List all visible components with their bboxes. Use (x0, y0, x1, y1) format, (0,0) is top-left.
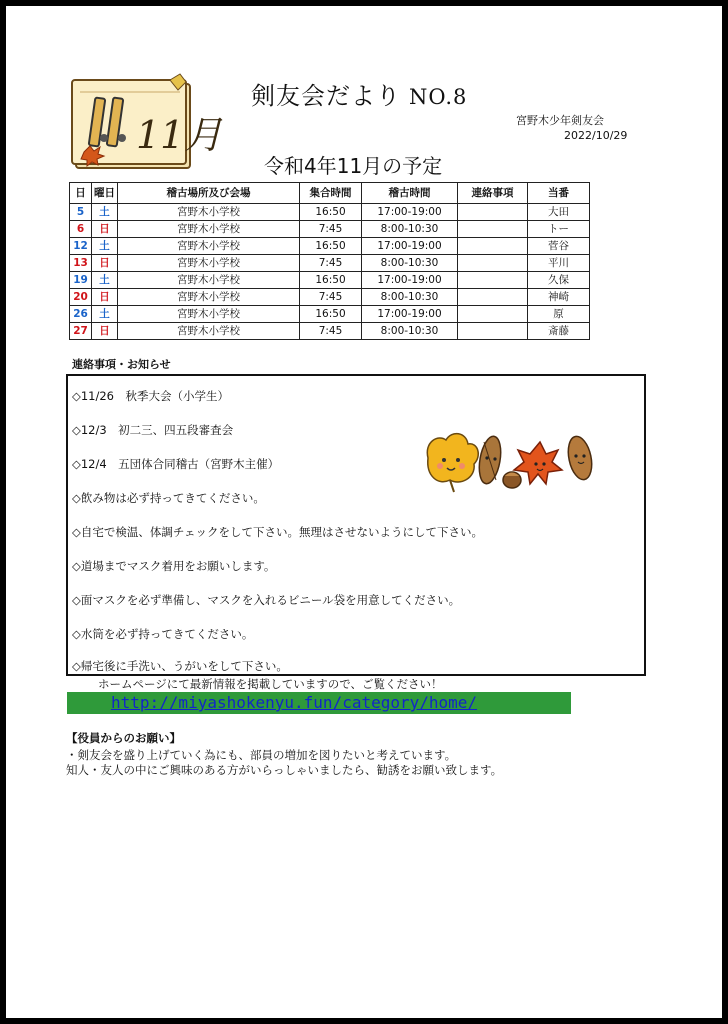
request-line-2: 知人・友人の中にご興味のある方がいらっしゃいましたら、勧誘をお願い致します。 (66, 763, 503, 777)
notes-cell (458, 323, 528, 340)
practice-time-cell: 17:00-19:00 (362, 272, 458, 289)
homepage-url-bar (67, 692, 571, 714)
schedule-row (70, 289, 590, 306)
place-cell: 宮野木小学校 (118, 323, 300, 340)
duty-cell: 平川 (528, 255, 590, 272)
practice-time-cell: 17:00-19:00 (362, 238, 458, 255)
gather-time-cell: 7:45 (300, 255, 362, 272)
duty-cell: トー (528, 221, 590, 238)
header-gather-time: 集合時間 (300, 183, 362, 204)
gather-time-cell: 7:45 (300, 221, 362, 238)
day-cell: 13 (70, 255, 92, 272)
notes-cell (458, 272, 528, 289)
header-weekday: 曜日 (92, 183, 118, 204)
weekday-cell: 日 (92, 289, 118, 306)
weekday-cell: 日 (92, 221, 118, 238)
practice-time-cell: 8:00-10:30 (362, 255, 458, 272)
day-cell: 27 (70, 323, 92, 340)
notice-item: ◇12/3 初二三、四五段審査会 (72, 423, 234, 437)
header-day: 日 (70, 183, 92, 204)
header-practice-time: 稽古時間 (362, 183, 458, 204)
weekday-cell: 日 (92, 323, 118, 340)
day-cell: 20 (70, 289, 92, 306)
notes-cell (458, 255, 528, 272)
weekday-cell: 日 (92, 255, 118, 272)
calendar-11-illustration (70, 78, 223, 174)
request-body (66, 748, 566, 778)
notices-box (66, 374, 646, 676)
homepage-note: ホームページにて最新情報を掲載していますので、ご覧ください！ (98, 677, 443, 691)
issue-date: 2022/10/29 (564, 129, 628, 142)
notice-item: ◇11/26 秋季大会（小学生） (72, 389, 229, 403)
newsletter-title (251, 76, 467, 111)
schedule-row (70, 204, 590, 221)
schedule-row (70, 306, 590, 323)
notice-item: ◇面マスクを必ず準備し、マスクを入れるビニール袋を用意してください。 (72, 593, 461, 607)
weekday-cell: 土 (92, 238, 118, 255)
day-cell: 12 (70, 238, 92, 255)
newsletter-page (6, 6, 722, 1018)
notes-cell (458, 204, 528, 221)
request-line-1: ・剣友会を盛り上げていく為にも、部員の増加を図りたいと考えています。 (66, 748, 457, 762)
weekday-cell: 土 (92, 272, 118, 289)
notice-item: ◇水筒を必ず持ってきてください。 (72, 627, 254, 641)
schedule-row (70, 255, 590, 272)
day-cell: 6 (70, 221, 92, 238)
gather-time-cell: 7:45 (300, 289, 362, 306)
autumn-leaves-illustration (420, 428, 600, 494)
notice-item: ◇自宅で検温、体調チェックをして下さい。無理はさせないようにして下さい。 (72, 525, 483, 539)
notice-item: ◇道場までマスク着用をお願いします。 (72, 559, 276, 573)
practice-time-cell: 17:00-19:00 (362, 306, 458, 323)
place-cell: 宮野木小学校 (118, 272, 300, 289)
notes-cell (458, 221, 528, 238)
schedule-header-row (70, 183, 590, 204)
notes-cell (458, 238, 528, 255)
schedule-table (69, 182, 590, 340)
notes-cell (458, 289, 528, 306)
practice-time-cell: 8:00-10:30 (362, 221, 458, 238)
place-cell: 宮野木小学校 (118, 255, 300, 272)
day-cell: 19 (70, 272, 92, 289)
gather-time-cell: 16:50 (300, 306, 362, 323)
place-cell: 宮野木小学校 (118, 221, 300, 238)
weekday-cell: 土 (92, 204, 118, 221)
day-cell: 5 (70, 204, 92, 221)
header-duty: 当番 (528, 183, 590, 204)
notice-item: ◇飲み物は必ず持ってきてください。 (72, 491, 265, 505)
header-place: 稽古場所及び会場 (118, 183, 300, 204)
place-cell: 宮野木小学校 (118, 306, 300, 323)
homepage-link[interactable]: http://miyashokenyu.fun/category/home/ (111, 693, 478, 712)
request-title: 【役員からのお願い】 (66, 731, 181, 745)
schedule-row (70, 323, 590, 340)
practice-time-cell: 8:00-10:30 (362, 323, 458, 340)
place-cell: 宮野木小学校 (118, 289, 300, 306)
organization-name: 宮野木少年剣友会 (516, 114, 604, 127)
duty-cell: 神崎 (528, 289, 590, 306)
place-cell: 宮野木小学校 (118, 204, 300, 221)
schedule-row (70, 238, 590, 255)
duty-cell: 原 (528, 306, 590, 323)
notes-cell (458, 306, 528, 323)
gather-time-cell: 16:50 (300, 272, 362, 289)
header-notes: 連絡事項 (458, 183, 528, 204)
duty-cell: 菅谷 (528, 238, 590, 255)
practice-time-cell: 8:00-10:30 (362, 289, 458, 306)
weekday-cell: 土 (92, 306, 118, 323)
schedule-title: 令和4年11月の予定 (264, 154, 443, 178)
place-cell: 宮野木小学校 (118, 238, 300, 255)
calendar-month-char: 11月 (136, 113, 223, 157)
notice-item: ◇帰宅後に手洗い、うがいをして下さい。 (72, 659, 288, 673)
notice-item: ◇12/4 五団体合同稽古（宮野木主催） (72, 457, 280, 471)
duty-cell: 斎藤 (528, 323, 590, 340)
duty-cell: 大田 (528, 204, 590, 221)
title-text: 剣友会だより (251, 82, 401, 110)
schedule-row (70, 221, 590, 238)
gather-time-cell: 16:50 (300, 238, 362, 255)
gather-time-cell: 7:45 (300, 323, 362, 340)
issue-number: NO.8 (409, 85, 468, 109)
notices-label: 連絡事項・お知らせ (72, 358, 171, 371)
schedule-row (70, 272, 590, 289)
duty-cell: 久保 (528, 272, 590, 289)
day-cell: 26 (70, 306, 92, 323)
gather-time-cell: 16:50 (300, 204, 362, 221)
practice-time-cell: 17:00-19:00 (362, 204, 458, 221)
